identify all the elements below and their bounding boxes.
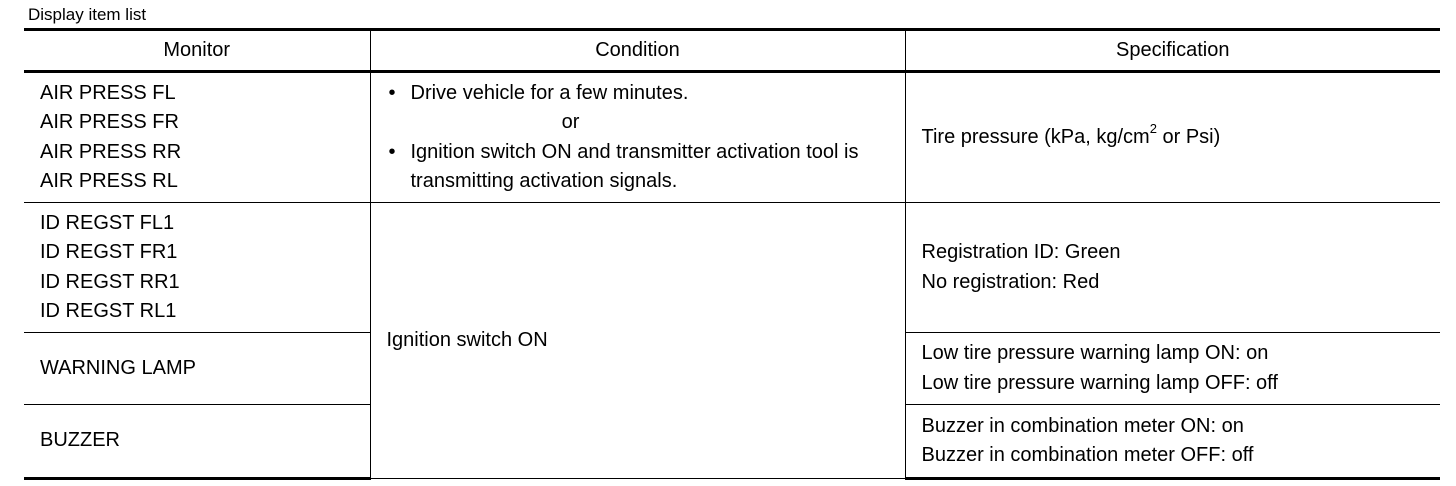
monitor-item: ID REGST FR1 bbox=[40, 241, 178, 263]
monitor-cell bbox=[24, 203, 370, 333]
spec-text-pre: Tire pressure (kPa, kg/cm bbox=[921, 125, 1150, 148]
condition-bullet bbox=[387, 79, 905, 109]
condition-or: or bbox=[561, 111, 580, 133]
spec-text-post: or Psi) bbox=[1156, 125, 1221, 148]
condition-text: Drive vehicle for a few minutes. bbox=[410, 81, 689, 104]
specification-text: Buzzer in combination meter ON: on bbox=[921, 414, 1244, 437]
bullet-icon: • bbox=[388, 140, 396, 163]
specification-text bbox=[922, 123, 1441, 153]
monitor-item: ID REGST FL1 bbox=[40, 211, 175, 234]
header-specification: Specification bbox=[905, 30, 1440, 72]
monitor-item: AIR PRESS RR bbox=[40, 140, 182, 163]
specification-text: Low tire pressure warning lamp ON: on bbox=[921, 342, 1269, 364]
table-row-air-press bbox=[24, 72, 1440, 203]
monitor-cell bbox=[24, 405, 370, 479]
specification-cell bbox=[905, 72, 1440, 203]
monitor-item: BUZZER bbox=[40, 429, 120, 452]
spec-superscript: 2 bbox=[1149, 121, 1157, 137]
monitor-cell bbox=[24, 72, 370, 203]
bullet-icon: • bbox=[388, 81, 396, 104]
specification-cell bbox=[905, 333, 1440, 405]
specification-text: No registration: Red bbox=[921, 270, 1100, 293]
specification-cell bbox=[905, 405, 1440, 479]
table-row-id-regst bbox=[24, 203, 1440, 333]
monitor-item: AIR PRESS FR bbox=[40, 111, 179, 133]
condition-text: Ignition switch ON bbox=[386, 328, 548, 351]
monitor-item: AIR PRESS RL bbox=[40, 170, 178, 192]
specification-text: Buzzer in combination meter OFF: off bbox=[921, 444, 1254, 466]
header-monitor: Monitor bbox=[24, 30, 370, 72]
table-caption: Display item list bbox=[28, 5, 147, 24]
header-condition: Condition bbox=[370, 30, 905, 72]
display-item-table bbox=[24, 28, 1440, 480]
condition-bullet bbox=[387, 138, 905, 197]
specification-text: Registration ID: Green bbox=[921, 241, 1121, 263]
monitor-item: ID REGST RL1 bbox=[40, 300, 177, 322]
monitor-cell bbox=[24, 333, 370, 405]
condition-text: Ignition switch ON and transmitter activation tool is transmitting activation signals. bbox=[410, 140, 859, 192]
specification-text: Low tire pressure warning lamp OFF: off bbox=[921, 371, 1278, 394]
specification-cell bbox=[905, 203, 1440, 333]
table-header-row bbox=[24, 30, 1440, 72]
monitor-item: WARNING LAMP bbox=[40, 356, 196, 379]
condition-cell bbox=[370, 72, 905, 203]
monitor-item: ID REGST RR1 bbox=[40, 270, 180, 293]
monitor-item: AIR PRESS FL bbox=[40, 81, 176, 104]
condition-cell-merged bbox=[370, 203, 905, 479]
